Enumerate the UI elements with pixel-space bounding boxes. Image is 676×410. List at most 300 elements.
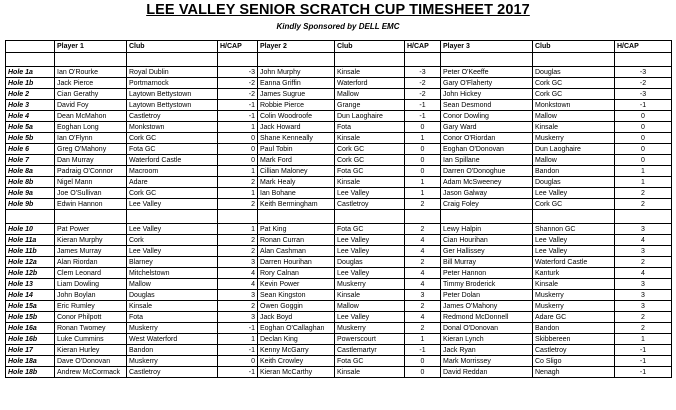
player-1-name: Nigel Mann (55, 177, 127, 188)
player-1-name: Dave O'Donovan (55, 356, 127, 367)
player-3-club: Kanturk (533, 268, 615, 279)
player-2-name: Robbie Pierce (258, 100, 335, 111)
player-1-handicap: 0 (218, 144, 258, 155)
player-3-club: Bandon (533, 166, 615, 177)
empty-cell (258, 53, 335, 67)
player-2-handicap: -1 (405, 345, 441, 356)
hole-label: Hole 11b (6, 246, 55, 257)
player-1-club: Adare (127, 177, 218, 188)
table-row (6, 323, 672, 334)
player-1-name: Pat Power (55, 224, 127, 235)
player-3-handicap: 3 (615, 301, 672, 312)
hole-label: Hole 12b (6, 268, 55, 279)
empty-cell (218, 210, 258, 224)
player-1-handicap: -3 (218, 67, 258, 78)
player-2-club: Lee Valley (335, 268, 405, 279)
player-3-club: Douglas (533, 67, 615, 78)
player-3-club: Lee Valley (533, 188, 615, 199)
player-1-club: Lee Valley (127, 224, 218, 235)
hole-label: Hole 4 (6, 111, 55, 122)
player-2-name: Darren Hourihan (258, 257, 335, 268)
player-2-club: Powerscourt (335, 334, 405, 345)
player-2-handicap: 0 (405, 166, 441, 177)
table-row (6, 345, 672, 356)
table-row (6, 144, 672, 155)
player-1-handicap: 3 (218, 290, 258, 301)
empty-cell (258, 210, 335, 224)
table-row (6, 224, 672, 235)
player-3-handicap: 1 (615, 334, 672, 345)
player-1-handicap: 4 (218, 268, 258, 279)
hole-label: Hole 2 (6, 89, 55, 100)
player-3-handicap: 2 (615, 312, 672, 323)
player-3-club: Cork GC (533, 78, 615, 89)
table-row (6, 290, 672, 301)
player-3-club: Monkstown (533, 100, 615, 111)
player-2-name: Declan King (258, 334, 335, 345)
empty-cell (218, 53, 258, 67)
player-3-handicap: 0 (615, 122, 672, 133)
player-2-name: Ronan Curran (258, 235, 335, 246)
player-1-handicap: 0 (218, 356, 258, 367)
player-1-club: Castletroy (127, 111, 218, 122)
player-1-name: Greg O'Mahony (55, 144, 127, 155)
table-row (6, 257, 672, 268)
table-row (6, 235, 672, 246)
player-3-name: Mark Morrissey (441, 356, 533, 367)
player-2-handicap: 4 (405, 312, 441, 323)
table-row (6, 268, 672, 279)
player-1-name: Andrew McCormack (55, 367, 127, 378)
player-3-name: Gary Ward (441, 122, 533, 133)
table-row (6, 334, 672, 345)
player-1-handicap: 1 (218, 166, 258, 177)
player-3-club: Adare GC (533, 312, 615, 323)
hole-label: Hole 6 (6, 144, 55, 155)
player-2-handicap: -3 (405, 67, 441, 78)
table-row (6, 367, 672, 378)
empty-cell (533, 53, 615, 67)
player-1-club: Royal Dublin (127, 67, 218, 78)
player-1-name: James Murray (55, 246, 127, 257)
table-row (6, 177, 672, 188)
player-1-club: Cork GC (127, 133, 218, 144)
player-3-name: Jason Galway (441, 188, 533, 199)
player-3-name: James O'Mahony (441, 301, 533, 312)
player-3-name: Lewy Halpin (441, 224, 533, 235)
table-row (6, 188, 672, 199)
player-1-handicap: 0 (218, 155, 258, 166)
player-1-handicap: 2 (218, 235, 258, 246)
player-1-club: Kinsale (127, 301, 218, 312)
hole-label: Hole 12a (6, 257, 55, 268)
column-header: Club (127, 41, 218, 53)
hole-label: Hole 11a (6, 235, 55, 246)
player-3-club: Waterford Castle (533, 257, 615, 268)
player-3-name: Jack Ryan (441, 345, 533, 356)
player-1-name: Edwin Hannon (55, 199, 127, 210)
table-row (6, 89, 672, 100)
player-3-name: John Hickey (441, 89, 533, 100)
player-2-handicap: -2 (405, 89, 441, 100)
empty-cell (441, 210, 533, 224)
player-3-club: Kinsale (533, 279, 615, 290)
empty-cell (6, 53, 55, 67)
table-row (6, 100, 672, 111)
player-2-club: Cork GC (335, 155, 405, 166)
empty-cell (615, 210, 672, 224)
player-2-handicap: 2 (405, 199, 441, 210)
empty-cell (335, 210, 405, 224)
player-2-name: Kenny McGarry (258, 345, 335, 356)
empty-cell (6, 210, 55, 224)
player-1-handicap: 1 (218, 188, 258, 199)
player-2-handicap: -1 (405, 100, 441, 111)
player-2-name: Keith Bermingham (258, 199, 335, 210)
player-2-name: Rory Calnan (258, 268, 335, 279)
player-3-handicap: -1 (615, 356, 672, 367)
player-1-name: Joe O'Sullivan (55, 188, 127, 199)
player-1-name: Cian Gerathy (55, 89, 127, 100)
player-2-name: Cillian Maloney (258, 166, 335, 177)
player-3-handicap: -3 (615, 67, 672, 78)
player-2-club: Muskerry (335, 279, 405, 290)
player-2-handicap: 0 (405, 144, 441, 155)
player-1-name: Alan Riordan (55, 257, 127, 268)
player-2-name: Mark Ford (258, 155, 335, 166)
player-2-name: Ian Bohane (258, 188, 335, 199)
player-3-handicap: 2 (615, 257, 672, 268)
table-row (6, 246, 672, 257)
column-header: Club (533, 41, 615, 53)
column-header: Player 3 (441, 41, 533, 53)
player-1-handicap: -1 (218, 345, 258, 356)
player-2-club: Fota GC (335, 166, 405, 177)
player-1-handicap: -2 (218, 89, 258, 100)
player-1-name: Ian O'Rourke (55, 67, 127, 78)
player-2-club: Grange (335, 100, 405, 111)
player-2-handicap: 0 (405, 122, 441, 133)
player-2-club: Kinsale (335, 367, 405, 378)
player-3-handicap: 1 (615, 166, 672, 177)
player-3-club: Nenagh (533, 367, 615, 378)
player-2-handicap: 2 (405, 323, 441, 334)
player-1-handicap: -1 (218, 100, 258, 111)
player-3-name: Darren O'Donoghue (441, 166, 533, 177)
player-1-club: Muskerry (127, 323, 218, 334)
column-header: H/CAP (218, 41, 258, 53)
player-2-club: Muskerry (335, 323, 405, 334)
player-3-handicap: -1 (615, 100, 672, 111)
player-3-handicap: 3 (615, 224, 672, 235)
player-2-club: Waterford (335, 78, 405, 89)
player-1-club: Mitchelstown (127, 268, 218, 279)
player-3-handicap: 2 (615, 199, 672, 210)
player-3-handicap: 2 (615, 188, 672, 199)
player-2-handicap: 1 (405, 188, 441, 199)
player-1-handicap: 1 (218, 224, 258, 235)
player-3-club: Douglas (533, 177, 615, 188)
player-2-handicap: 2 (405, 224, 441, 235)
player-1-handicap: 2 (218, 246, 258, 257)
hole-label: Hole 18a (6, 356, 55, 367)
player-3-handicap: -2 (615, 78, 672, 89)
player-1-name: Kieran Hurley (55, 345, 127, 356)
player-3-club: Kinsale (533, 122, 615, 133)
table-row (6, 199, 672, 210)
player-2-club: Dun Laoghaire (335, 111, 405, 122)
player-2-handicap: 2 (405, 257, 441, 268)
player-2-handicap: -2 (405, 78, 441, 89)
player-3-handicap: 2 (615, 323, 672, 334)
player-3-club: Mallow (533, 155, 615, 166)
player-2-club: Kinsale (335, 290, 405, 301)
player-3-name: Peter Hannon (441, 268, 533, 279)
hole-label: Hole 8a (6, 166, 55, 177)
player-2-name: Shane Kenneally (258, 133, 335, 144)
player-1-club: Bandon (127, 345, 218, 356)
player-2-handicap: 4 (405, 235, 441, 246)
player-3-club: Skibbereen (533, 334, 615, 345)
hole-label: Hole 9a (6, 188, 55, 199)
player-1-handicap: 2 (218, 177, 258, 188)
player-3-name: Conor O'Riordan (441, 133, 533, 144)
page-title: LEE VALLEY SENIOR SCRATCH CUP TIMESHEET 2017 (146, 2, 530, 18)
player-1-club: Lee Valley (127, 199, 218, 210)
player-2-name: Eoghan O'Callaghan (258, 323, 335, 334)
player-2-handicap: 3 (405, 290, 441, 301)
player-2-handicap: 2 (405, 301, 441, 312)
player-1-name: David Foy (55, 100, 127, 111)
player-3-name: Ian Spillane (441, 155, 533, 166)
player-3-handicap: -3 (615, 89, 672, 100)
player-2-name: Owen Goggin (258, 301, 335, 312)
player-3-name: Eoghan O'Donovan (441, 144, 533, 155)
player-1-club: Blarney (127, 257, 218, 268)
column-header (6, 41, 55, 53)
sponsor-subtitle: Kindly Sponsored by DELL EMC (276, 22, 400, 31)
player-3-name: Kieran Lynch (441, 334, 533, 345)
player-1-name: Kieran Murphy (55, 235, 127, 246)
player-2-club: Lee Valley (335, 246, 405, 257)
hole-label: Hole 9b (6, 199, 55, 210)
player-3-name: Timmy Broderick (441, 279, 533, 290)
column-header: Club (335, 41, 405, 53)
column-header: H/CAP (405, 41, 441, 53)
player-3-handicap: 3 (615, 246, 672, 257)
player-1-name: Liam Dowling (55, 279, 127, 290)
player-1-handicap: 2 (218, 199, 258, 210)
player-2-club: Douglas (335, 257, 405, 268)
player-1-club: Douglas (127, 290, 218, 301)
player-2-club: Mallow (335, 301, 405, 312)
player-2-handicap: 4 (405, 246, 441, 257)
player-2-name: Keith Crowley (258, 356, 335, 367)
player-3-name: Redmond McDonnell (441, 312, 533, 323)
hole-label: Hole 5a (6, 122, 55, 133)
empty-cell (405, 210, 441, 224)
player-3-handicap: 3 (615, 279, 672, 290)
player-1-handicap: 2 (218, 301, 258, 312)
player-3-club: Lee Valley (533, 235, 615, 246)
hole-label: Hole 7 (6, 155, 55, 166)
player-2-club: Fota GC (335, 224, 405, 235)
column-header: Player 2 (258, 41, 335, 53)
column-header: H/CAP (615, 41, 672, 53)
spacer-row (6, 210, 672, 224)
player-2-name: Sean Kingston (258, 290, 335, 301)
player-2-name: John Murphy (258, 67, 335, 78)
player-1-name: Eoghan Long (55, 122, 127, 133)
hole-label: Hole 13 (6, 279, 55, 290)
hole-label: Hole 16b (6, 334, 55, 345)
player-2-club: Kinsale (335, 177, 405, 188)
player-3-handicap: 4 (615, 235, 672, 246)
player-3-handicap: 0 (615, 144, 672, 155)
player-2-name: Kevin Power (258, 279, 335, 290)
player-1-club: Fota (127, 312, 218, 323)
spacer-row (6, 53, 672, 67)
hole-label: Hole 5b (6, 133, 55, 144)
hole-label: Hole 18b (6, 367, 55, 378)
hole-label: Hole 17 (6, 345, 55, 356)
hole-label: Hole 1b (6, 78, 55, 89)
player-3-name: Bill Murray (441, 257, 533, 268)
player-1-club: Macroom (127, 166, 218, 177)
player-3-club: Shannon GC (533, 224, 615, 235)
hole-label: Hole 15a (6, 301, 55, 312)
player-1-handicap: 1 (218, 334, 258, 345)
player-1-name: Ian O'Flynn (55, 133, 127, 144)
player-1-club: Monkstown (127, 122, 218, 133)
player-2-club: Lee Valley (335, 312, 405, 323)
empty-cell (335, 53, 405, 67)
empty-cell (533, 210, 615, 224)
player-1-handicap: 0 (218, 133, 258, 144)
player-3-name: Gary O'Flaherty (441, 78, 533, 89)
player-2-name: Jack Boyd (258, 312, 335, 323)
empty-cell (127, 53, 218, 67)
player-2-club: Cork GC (335, 144, 405, 155)
hole-label: Hole 3 (6, 100, 55, 111)
table-row (6, 111, 672, 122)
player-3-club: Castletroy (533, 345, 615, 356)
empty-cell (615, 53, 672, 67)
player-3-name: Peter O'Keeffe (441, 67, 533, 78)
hole-label: Hole 10 (6, 224, 55, 235)
player-3-name: Craig Foley (441, 199, 533, 210)
player-3-name: Cian Hourihan (441, 235, 533, 246)
empty-cell (55, 210, 127, 224)
player-3-handicap: 1 (615, 177, 672, 188)
player-3-name: Conor Dowling (441, 111, 533, 122)
player-2-handicap: 4 (405, 268, 441, 279)
player-1-name: Ronan Twomey (55, 323, 127, 334)
player-3-club: Muskerry (533, 301, 615, 312)
table-row (6, 279, 672, 290)
player-3-handicap: -1 (615, 345, 672, 356)
player-2-handicap: 1 (405, 334, 441, 345)
player-1-club: Lee Valley (127, 246, 218, 257)
empty-cell (441, 53, 533, 67)
player-1-handicap: -1 (218, 367, 258, 378)
player-2-name: Kieran McCarthy (258, 367, 335, 378)
hole-label: Hole 15b (6, 312, 55, 323)
player-1-handicap: 3 (218, 312, 258, 323)
player-1-club: Cork (127, 235, 218, 246)
player-1-club: Portmarnock (127, 78, 218, 89)
player-2-handicap: 0 (405, 367, 441, 378)
table-row (6, 133, 672, 144)
header-row (6, 41, 672, 53)
player-3-handicap: 0 (615, 133, 672, 144)
table-row (6, 301, 672, 312)
player-3-club: Muskerry (533, 133, 615, 144)
player-1-club: West Waterford (127, 334, 218, 345)
player-1-handicap: -1 (218, 111, 258, 122)
player-3-handicap: -1 (615, 367, 672, 378)
player-2-name: Jack Howard (258, 122, 335, 133)
player-1-name: Conor Philpott (55, 312, 127, 323)
player-2-name: Mark Healy (258, 177, 335, 188)
player-1-club: Cork GC (127, 188, 218, 199)
table-row (6, 122, 672, 133)
player-1-name: Dean McMahon (55, 111, 127, 122)
player-1-name: Luke Cummins (55, 334, 127, 345)
player-2-handicap: 4 (405, 279, 441, 290)
hole-label: Hole 14 (6, 290, 55, 301)
player-2-club: Castletroy (335, 199, 405, 210)
table-row (6, 78, 672, 89)
player-1-handicap: -1 (218, 323, 258, 334)
player-3-handicap: 3 (615, 290, 672, 301)
player-2-name: Colin Woodroofe (258, 111, 335, 122)
player-2-club: Lee Valley (335, 188, 405, 199)
player-3-club: Cork GC (533, 199, 615, 210)
player-2-name: James Sugrue (258, 89, 335, 100)
player-2-club: Mallow (335, 89, 405, 100)
player-2-club: Fota (335, 122, 405, 133)
table-row (6, 67, 672, 78)
table-row (6, 155, 672, 166)
player-2-club: Lee Valley (335, 235, 405, 246)
player-1-handicap: 1 (218, 122, 258, 133)
player-3-name: Donal O'Donovan (441, 323, 533, 334)
timesheet-table (5, 40, 672, 378)
player-1-club: Castletroy (127, 367, 218, 378)
player-3-name: Peter Dolan (441, 290, 533, 301)
player-1-club: Mallow (127, 279, 218, 290)
player-2-name: Paul Tobin (258, 144, 335, 155)
hole-label: Hole 8b (6, 177, 55, 188)
table-row (6, 166, 672, 177)
empty-cell (405, 53, 441, 67)
player-3-club: Lee Valley (533, 246, 615, 257)
player-1-club: Waterford Castle (127, 155, 218, 166)
player-1-name: John Boylan (55, 290, 127, 301)
player-3-club: Cork GC (533, 89, 615, 100)
player-1-handicap: -2 (218, 78, 258, 89)
player-1-name: Eric Rumley (55, 301, 127, 312)
player-2-name: Pat King (258, 224, 335, 235)
player-3-name: Sean Desmond (441, 100, 533, 111)
player-2-club: Castlemartyr (335, 345, 405, 356)
player-1-handicap: 3 (218, 257, 258, 268)
player-3-handicap: 0 (615, 155, 672, 166)
player-3-name: David Reddan (441, 367, 533, 378)
empty-cell (127, 210, 218, 224)
player-3-name: Ger Hallissey (441, 246, 533, 257)
